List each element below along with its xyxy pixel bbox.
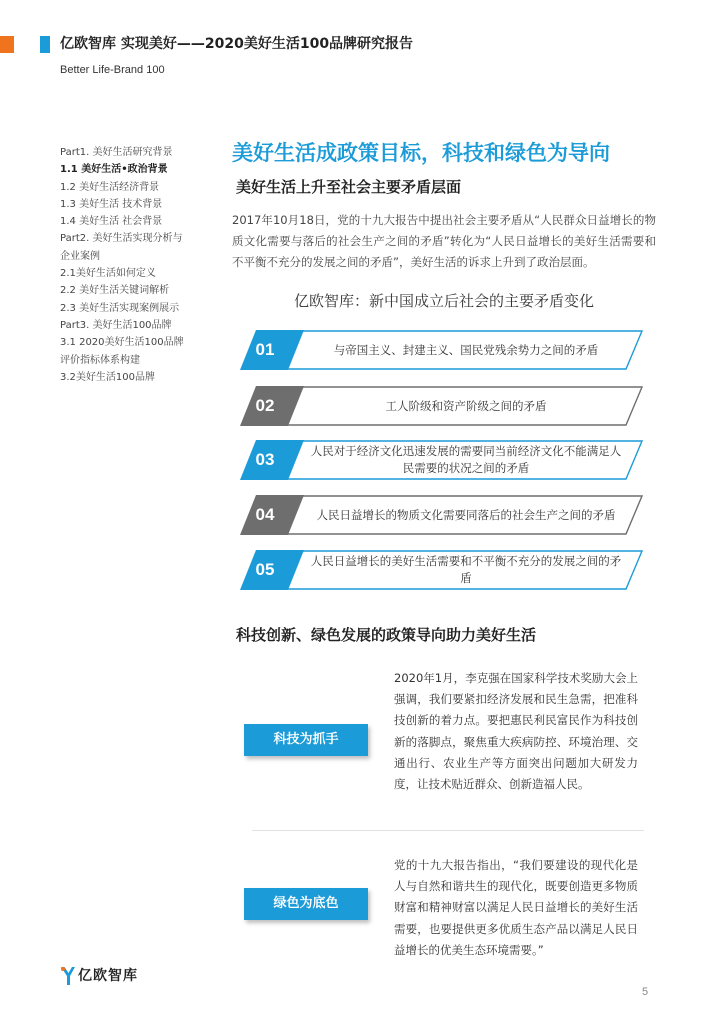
- row-number: 02: [255, 396, 275, 415]
- contradiction-row: [240, 495, 644, 535]
- toc-item[interactable]: Part2. 美好生活实现分析与企业案例: [60, 233, 183, 262]
- table-of-contents: [60, 144, 210, 386]
- tech-badge: 科技为抓手: [244, 724, 368, 756]
- header-accent-blue: [40, 36, 50, 53]
- toc-item[interactable]: 2.3 美好生活实现案例展示: [60, 302, 180, 314]
- page-title: 美好生活成政策目标，科技和绿色为导向: [232, 141, 610, 165]
- green-paragraph: 党的十九大报告指出，“我们要建设的现代化是人与自然和谐共生的现代化，既要创造更多物质财富和精神财富以满足人民日益增长的美好生活需要，也要提供更多优质生态产品以满足人民日益增长的优美生态环境需要。”: [394, 858, 638, 957]
- row-number: 05: [255, 560, 275, 579]
- row-text: 人民对于经济文化迅速发展的需要同当前经济文化不能满足人民需要的状况之间的矛盾: [310, 444, 622, 475]
- green-badge: 绿色为底色: [244, 888, 368, 920]
- header-subtitle: Better Life-Brand 100: [60, 64, 165, 76]
- contradiction-row: [240, 550, 644, 590]
- row-number: 04: [255, 505, 275, 524]
- contradiction-row: [240, 386, 644, 426]
- row-number: 03: [255, 450, 275, 469]
- toc-item[interactable]: 1.4 美好生活 社会背景: [60, 216, 163, 228]
- toc-item[interactable]: Part3. 美好生活100品牌: [60, 319, 172, 331]
- header-title: 亿欧智库 实现美好——2020美好生活100品牌研究报告: [60, 36, 414, 52]
- page-number: 5: [642, 986, 649, 998]
- section-title: 科技创新、绿色发展的政策导向助力美好生活: [236, 626, 537, 644]
- contradiction-row: [240, 330, 644, 370]
- section-title: 美好生活上升至社会主要矛盾层面: [236, 178, 462, 196]
- row-text: 与帝国主义、封建主义、国民党残余势力之间的矛盾: [333, 342, 599, 357]
- divider: [252, 830, 644, 831]
- tech-paragraph: 2020年1月，李克强在国家科学技术奖励大会上强调，我们要紧扣经济发展和民生急需，把准科技创新的着力点。要把惠民利民富民作为科技创新的落脚点，聚焦重大疾病防控、环境治理、交通出行、农业生产等方面突出问题加大研发力度，让技术贴近群众、创新造福人民。: [394, 671, 638, 792]
- diagram-title: 亿欧智库：新中国成立后社会的主要矛盾变化: [293, 292, 594, 310]
- row-number: 01: [255, 340, 275, 359]
- contradiction-row: [240, 440, 644, 480]
- toc-item[interactable]: 1.2 美好生活经济背景: [60, 181, 160, 193]
- toc-item-active[interactable]: 1.1 美好生活•政治背景: [60, 164, 168, 176]
- row-text: 工人阶级和资产阶级之间的矛盾: [385, 398, 547, 413]
- logo-y-icon: [60, 966, 76, 986]
- toc-item[interactable]: 2.2 美好生活关键词解析: [60, 285, 170, 297]
- toc-item[interactable]: 3.1 2020美好生活100品牌评价指标体系构建: [60, 337, 184, 366]
- toc-item[interactable]: 1.3 美好生活 技术背景: [60, 198, 163, 210]
- footer-logo: [60, 964, 170, 986]
- toc-item[interactable]: 3.2美好生活100品牌: [60, 371, 155, 383]
- toc-item[interactable]: Part1. 美好生活研究背景: [60, 147, 173, 158]
- row-text: 人民日益增长的物质文化需要同落后的社会生产之间的矛盾: [316, 507, 616, 522]
- header-accent-orange: [0, 36, 14, 53]
- section-paragraph: 2017年10月18日，党的十九大报告中提出社会主要矛盾从“人民群众日益增长的物质文化需要与落后的社会生产之间的矛盾”转化为“人民日益增长的美好生活需要和不平衡不充分的发展之间的矛盾”，美好生活的诉求上升到了政治层面。: [232, 213, 656, 269]
- logo-text: 亿欧智库: [78, 968, 138, 984]
- toc-item[interactable]: 2.1美好生活如何定义: [60, 268, 156, 280]
- row-text: 人民日益增长的美好生活需要和不平衡不充分的发展之间的矛盾: [310, 554, 622, 585]
